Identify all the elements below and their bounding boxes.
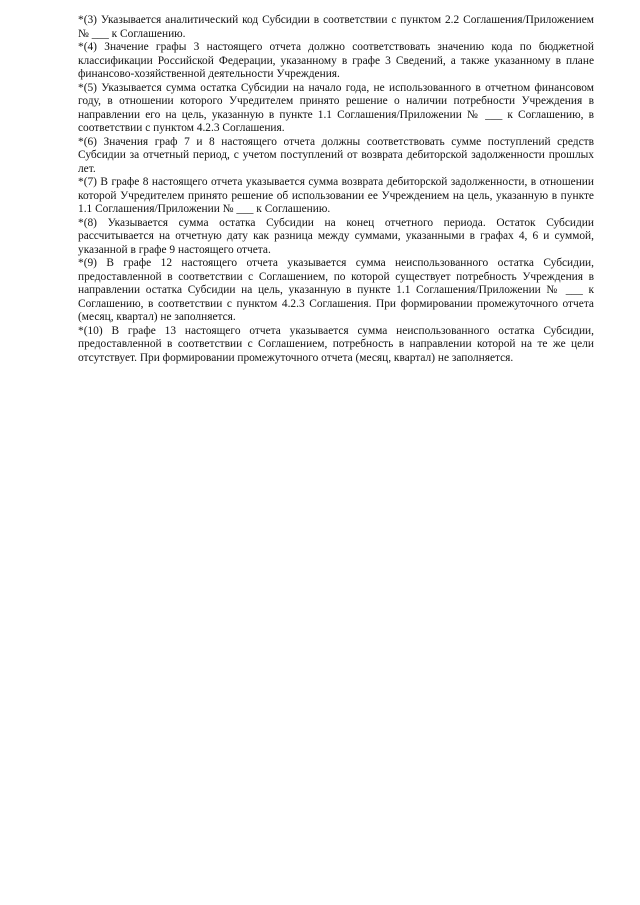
footnote-9: *(9) В графе 12 настоящего отчета указывается сумма неиспользованного остатка Субсидии, предоставленной в соответствии с Соглашением, по которой существует потребность Учреждения в направлении остатка Субсидии на цель, указанную в пункте 1.1 Соглашения/Приложении № ___ к Соглашению, в соответствии с пунктом 4.2.3 Соглашения. При формировании промежуточного отчета (месяц, квартал) не заполняется. xyxy=(78,257,594,323)
footnote-7: *(7) В графе 8 настоящего отчета указывается сумма возврата дебиторской задолженности, в отношении которой Учредителем принято решение об использовании ее Учреждением на цель, указанную в пункте 1.1 Соглашения/Приложении № ___ к Соглашению. xyxy=(78,176,594,215)
footnote-10: *(10) В графе 13 настоящего отчета указывается сумма неиспользованного остатка Субсидии, предоставленной в соответствии с Соглашением, потребность в направлении которой на те же цели отсутствует. При формировании промежуточного отчета (месяц, квартал) не заполняется. xyxy=(78,324,594,364)
footnote-8: *(8) Указывается сумма остатка Субсидии на конец отчетного периода. Остаток Субсидии рассчитывается на отчетную дату как разница между суммами, указанными в графах 4, 6 и суммой, указанной в графе 9 настоящего отчета. xyxy=(78,216,594,256)
footnote-4: *(4) Значение графы 3 настоящего отчета должно соответствовать значению кода по бюджетной классификации Российской Федерации, указанному в графе 3 Сведений, а также указанному в плане финансово-хозяйственной деятельности Учреждения. xyxy=(78,41,594,80)
footnote-6: *(6) Значения граф 7 и 8 настоящего отчета должны соответствовать сумме поступлений средств Субсидии за отчетный период, с учетом поступлений от возврата дебиторской задолженности прошлых лет. xyxy=(78,135,594,175)
footnote-3: *(3) Указывается аналитический код Субсидии в соответствии с пунктом 2.2 Соглашения/Приложением № ___ к Соглашению. xyxy=(78,14,594,40)
footnotes-block xyxy=(78,14,594,365)
footnote-5: *(5) Указывается сумма остатка Субсидии на начало года, не использованного в отчетном финансовом году, в отношении которого Учредителем принято решение о наличии потребности Учреждения в направлении его на цель, указанную в пункте 1.1 Соглашения/Приложении № ___ к Соглашению, в соответствии с пунктом 4.2.3 Соглашения. xyxy=(78,81,594,134)
